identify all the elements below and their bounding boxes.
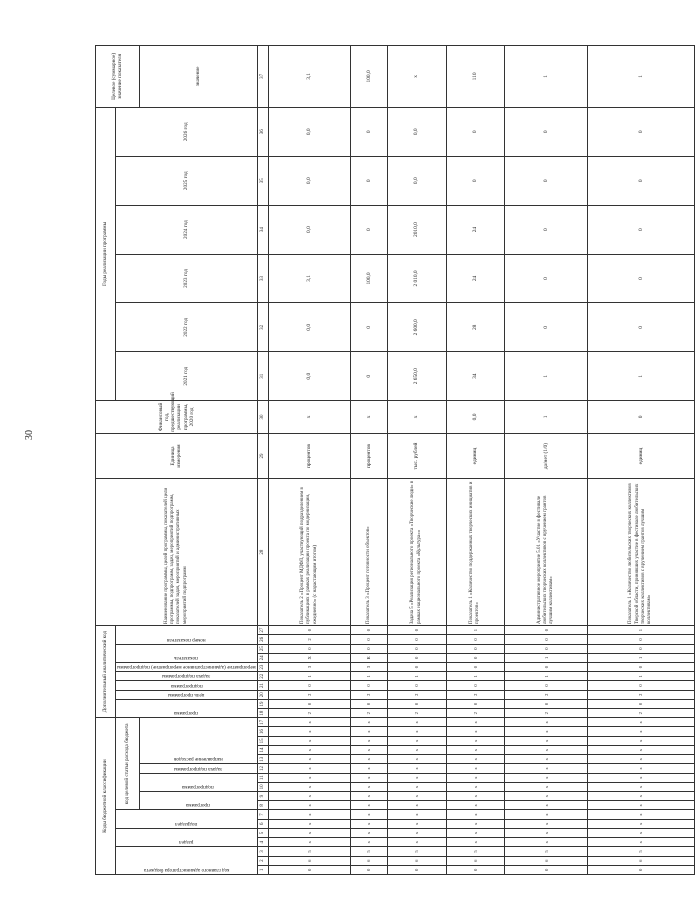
column-number: 37: [257, 46, 268, 108]
row-name: Показатель 2 «Процент МДФЛ, участвующий подразделением в публикациях в рамках реализации проекта по модернизации, ежедневно» (с нарастающим итогом): [268, 479, 351, 626]
code-cell: 2: [588, 709, 695, 718]
row-value: 0: [351, 352, 387, 401]
row-unit: единиц: [446, 433, 505, 479]
row-unit: единиц: [588, 433, 695, 479]
code-cell: 0: [387, 653, 446, 662]
code-cell: х: [268, 718, 351, 727]
row-value: 0,0: [268, 352, 351, 401]
code-cell: 0: [446, 865, 505, 874]
code-cell: 0: [387, 681, 446, 690]
code-cell: 0: [505, 865, 588, 874]
code-cell: 0: [268, 644, 351, 653]
row-value: 0: [505, 107, 588, 156]
column-number: 6: [257, 819, 268, 828]
code-cell: 0: [387, 625, 446, 634]
code-cell: х: [387, 727, 446, 736]
code-cell: х: [505, 782, 588, 791]
header-add-goal: цель программы: [116, 690, 258, 699]
code-cell: х: [268, 810, 351, 819]
table-row: [505, 46, 588, 875]
code-cell: х: [351, 838, 387, 847]
column-number: 22: [257, 672, 268, 681]
code-cell: х: [446, 773, 505, 782]
row-unit: процентов: [351, 433, 387, 479]
row-value: 34: [446, 352, 505, 401]
code-cell: х: [268, 745, 351, 754]
column-number: 5: [257, 828, 268, 837]
code-cell: 0: [351, 865, 387, 874]
code-cell: х: [505, 736, 588, 745]
row-value: 2 010,0: [387, 254, 446, 303]
code-cell: 1: [446, 625, 505, 634]
code-cell: х: [351, 810, 387, 819]
header-add-task: задача подпрограммы: [116, 672, 258, 681]
code-cell: х: [387, 828, 446, 837]
header-2021: 2021 год: [116, 352, 258, 401]
row-value: 0,0: [446, 401, 505, 434]
row-unit: да/нет (1/0): [505, 433, 588, 479]
code-cell: х: [446, 810, 505, 819]
row-name: Показатель 3 «Процент готовности объектов»: [351, 479, 387, 626]
code-cell: х: [268, 736, 351, 745]
code-cell: х: [268, 773, 351, 782]
row-value: 0: [588, 156, 695, 205]
code-cell: 6: [505, 856, 588, 865]
column-number: 4: [257, 838, 268, 847]
code-cell: 1: [588, 653, 695, 662]
header-years: Годы реализации программы: [96, 107, 116, 400]
code-cell: 5: [268, 847, 351, 856]
code-cell: х: [446, 819, 505, 828]
code-cell: 2: [446, 690, 505, 699]
column-number: 8: [257, 801, 268, 810]
column-number: 13: [257, 755, 268, 764]
row-value: 2010,0: [387, 205, 446, 254]
header-admin-code: код главного администратора бюджета: [116, 847, 258, 875]
code-cell: К: [351, 653, 387, 662]
code-cell: 5: [351, 847, 387, 856]
column-number: 11: [257, 773, 268, 782]
code-cell: х: [446, 745, 505, 754]
row-value: 0: [505, 156, 588, 205]
row-value: 0: [351, 156, 387, 205]
row-value: 0,0: [268, 303, 351, 352]
code-cell: х: [351, 745, 387, 754]
code-cell: 2: [351, 690, 387, 699]
header-target-value: значение: [139, 46, 257, 108]
code-cell: х: [387, 764, 446, 773]
code-cell: 1: [588, 625, 695, 634]
code-cell: 0: [446, 699, 505, 708]
column-number: 33: [257, 254, 268, 303]
code-cell: 0: [351, 635, 387, 644]
column-number-row: [257, 46, 268, 875]
code-cell: х: [351, 819, 387, 828]
column-number: 32: [257, 303, 268, 352]
header-target: Целевое (суммарное) значение показателя: [96, 46, 140, 108]
code-cell: 1: [505, 672, 588, 681]
code-cell: х: [505, 819, 588, 828]
header-add-codes: Дополнительный аналитический код: [96, 625, 116, 717]
column-number: 19: [257, 699, 268, 708]
row-value: х: [387, 401, 446, 434]
header-subsection: подраздел: [116, 810, 258, 828]
row-value: 24: [446, 254, 505, 303]
row-value: 0: [588, 107, 695, 156]
code-cell: х: [588, 782, 695, 791]
code-cell: х: [446, 755, 505, 764]
code-cell: х: [446, 838, 505, 847]
header-add-task-prog: подпрограмма: [116, 681, 258, 690]
code-cell: х: [588, 745, 695, 754]
code-cell: х: [351, 736, 387, 745]
code-cell: х: [351, 755, 387, 764]
code-cell: 0: [505, 644, 588, 653]
code-cell: х: [387, 755, 446, 764]
column-number: 26: [257, 635, 268, 644]
code-cell: 0: [588, 681, 695, 690]
code-cell: х: [387, 782, 446, 791]
row-value: 1: [588, 352, 695, 401]
row-value: х: [387, 46, 446, 108]
code-cell: 3: [268, 662, 351, 671]
column-number: 2: [257, 856, 268, 865]
code-cell: х: [351, 828, 387, 837]
code-cell: 0: [387, 865, 446, 874]
table-row: [588, 46, 695, 875]
table-row: [387, 46, 446, 875]
row-value: 110: [446, 46, 505, 108]
code-cell: х: [505, 838, 588, 847]
code-cell: 1: [588, 672, 695, 681]
column-number: 12: [257, 764, 268, 773]
code-cell: х: [268, 819, 351, 828]
code-cell: 1: [268, 672, 351, 681]
code-cell: х: [446, 792, 505, 801]
row-value: х: [351, 401, 387, 434]
code-cell: х: [351, 782, 387, 791]
code-cell: 0: [588, 865, 695, 874]
row-value: 0: [505, 254, 588, 303]
code-cell: х: [268, 838, 351, 847]
column-number: 20: [257, 690, 268, 699]
row-value: 0: [505, 205, 588, 254]
code-cell: 2: [505, 690, 588, 699]
row-value: 100,0: [351, 46, 387, 108]
code-cell: 0: [351, 681, 387, 690]
code-cell: 6: [268, 856, 351, 865]
code-cell: 5: [446, 847, 505, 856]
header-add-program: программа: [116, 699, 258, 717]
header-target-article: код целевой статьи расхода бюджета: [116, 718, 140, 810]
code-cell: х: [387, 718, 446, 727]
code-cell: х: [505, 810, 588, 819]
row-value: 3,1: [268, 254, 351, 303]
code-cell: х: [387, 773, 446, 782]
code-cell: х: [505, 764, 588, 773]
header-add-indicator: показатель: [116, 644, 258, 662]
table-row: [446, 46, 505, 875]
column-number: 24: [257, 653, 268, 662]
column-number: 17: [257, 718, 268, 727]
page-number: 30: [24, 430, 35, 440]
code-cell: 0: [588, 644, 695, 653]
code-cell: х: [387, 838, 446, 847]
header-section: раздел: [116, 828, 258, 846]
code-cell: 5: [588, 847, 695, 856]
code-cell: 1: [387, 672, 446, 681]
row-value: 0: [351, 205, 387, 254]
code-cell: 2: [588, 690, 695, 699]
column-number: 34: [257, 205, 268, 254]
code-cell: 2: [268, 709, 351, 718]
row-value: 2 600,0: [387, 303, 446, 352]
column-number: 35: [257, 156, 268, 205]
column-number: 9: [257, 792, 268, 801]
code-cell: х: [588, 801, 695, 810]
column-number: 21: [257, 681, 268, 690]
row-unit: процентов: [268, 433, 351, 479]
row-value: 24: [446, 205, 505, 254]
row-value: 1: [588, 46, 695, 108]
row-unit: тыс. рублей: [387, 433, 446, 479]
row-value: 0,0: [387, 107, 446, 156]
code-cell: 0: [446, 681, 505, 690]
code-cell: х: [446, 764, 505, 773]
code-cell: х: [268, 792, 351, 801]
code-cell: 0: [268, 681, 351, 690]
column-number: 36: [257, 107, 268, 156]
row-value: 1: [505, 352, 588, 401]
code-cell: х: [588, 838, 695, 847]
column-number: 3: [257, 847, 268, 856]
column-number: 31: [257, 352, 268, 401]
column-number: 15: [257, 736, 268, 745]
row-value: 100,0: [351, 254, 387, 303]
row-value: 1: [505, 401, 588, 434]
code-cell: х: [268, 801, 351, 810]
code-cell: 0: [268, 865, 351, 874]
code-cell: 0: [446, 644, 505, 653]
row-value: 2 650,0: [387, 352, 446, 401]
code-cell: х: [505, 828, 588, 837]
code-cell: 0: [387, 635, 446, 644]
code-cell: 0: [351, 625, 387, 634]
header-unit: Единица измерения: [96, 433, 258, 479]
code-cell: х: [387, 745, 446, 754]
code-cell: 0: [588, 662, 695, 671]
code-cell: х: [588, 819, 695, 828]
code-cell: 0: [387, 699, 446, 708]
code-cell: х: [588, 810, 695, 819]
header-expense-direction: направление расходов: [139, 718, 257, 764]
column-number: 25: [257, 644, 268, 653]
code-cell: 2: [268, 635, 351, 644]
code-cell: х: [268, 764, 351, 773]
column-number: 14: [257, 745, 268, 754]
code-cell: 1: [505, 653, 588, 662]
code-cell: 0: [387, 662, 446, 671]
code-cell: 6: [387, 856, 446, 865]
code-cell: х: [505, 745, 588, 754]
code-cell: х: [351, 773, 387, 782]
row-value: 28: [446, 303, 505, 352]
row-value: 0: [588, 254, 695, 303]
code-cell: х: [505, 755, 588, 764]
row-name: Задача 5 «Реализация регионального проекта «Творческие люди» в рамках национального проекта «Культура»»: [387, 479, 446, 626]
row-value: 0: [588, 205, 695, 254]
code-cell: х: [351, 718, 387, 727]
code-cell: 0: [505, 635, 588, 644]
code-cell: 2: [446, 709, 505, 718]
row-name: Показатель 1 «Количество поддержанных творческих инициатив и проектов»: [446, 479, 505, 626]
code-cell: 5: [387, 847, 446, 856]
header-subprogram: подпрограмма: [139, 773, 257, 791]
code-cell: х: [446, 727, 505, 736]
code-cell: 6: [351, 856, 387, 865]
row-value: 0: [588, 303, 695, 352]
code-cell: х: [446, 828, 505, 837]
code-cell: х: [588, 764, 695, 773]
code-cell: х: [446, 718, 505, 727]
code-cell: х: [351, 801, 387, 810]
code-cell: х: [351, 727, 387, 736]
code-cell: х: [387, 819, 446, 828]
header-direction: задача подпрограммы: [139, 764, 257, 773]
column-number: 1: [257, 865, 268, 874]
code-cell: 0: [505, 625, 588, 634]
code-cell: х: [387, 792, 446, 801]
code-cell: 0: [505, 662, 588, 671]
code-cell: 3: [351, 662, 387, 671]
column-number: 18: [257, 709, 268, 718]
column-number: 29: [257, 433, 268, 479]
code-cell: х: [505, 773, 588, 782]
code-cell: 0: [505, 681, 588, 690]
budget-table: [95, 45, 695, 875]
code-cell: 0: [446, 653, 505, 662]
code-cell: 2: [268, 690, 351, 699]
code-cell: х: [387, 736, 446, 745]
header-budget-codes: Коды бюджетной классификации: [96, 718, 116, 875]
code-cell: х: [268, 782, 351, 791]
code-cell: х: [505, 727, 588, 736]
column-number: 7: [257, 810, 268, 819]
column-number: 28: [257, 479, 268, 626]
code-cell: х: [446, 801, 505, 810]
code-cell: х: [268, 727, 351, 736]
code-cell: х: [588, 736, 695, 745]
row-value: х: [268, 401, 351, 434]
code-cell: х: [588, 828, 695, 837]
code-cell: 2: [351, 709, 387, 718]
code-cell: 6: [588, 856, 695, 865]
row-value: 1: [505, 46, 588, 108]
header-2023: 2023 год: [116, 254, 258, 303]
header-add-number: номер показателя: [116, 625, 258, 644]
row-value: 0,0: [268, 156, 351, 205]
row-value: 0: [446, 156, 505, 205]
code-cell: 0: [505, 699, 588, 708]
row-value: 0,0: [387, 156, 446, 205]
header-program: программа: [139, 792, 257, 810]
code-cell: х: [351, 764, 387, 773]
code-cell: 1: [351, 672, 387, 681]
code-cell: х: [387, 810, 446, 819]
table-body: [268, 46, 694, 875]
row-name: Административное мероприятие 5.01 «Участие в фестивале любительских творческих коллективов с вручением грантов лучшим коллективам»: [505, 479, 588, 626]
table-row: [351, 46, 387, 875]
code-cell: 0: [588, 635, 695, 644]
row-value: 0: [588, 401, 695, 434]
code-cell: х: [588, 727, 695, 736]
code-cell: 0: [268, 699, 351, 708]
row-value: 0,0: [268, 107, 351, 156]
code-cell: 2: [505, 709, 588, 718]
code-cell: 0: [351, 644, 387, 653]
header-add-measure: мероприятие (административное мероприятие) подпрограммы: [117, 664, 256, 671]
code-cell: х: [505, 792, 588, 801]
row-value: 0: [446, 107, 505, 156]
column-number: 10: [257, 782, 268, 791]
code-cell: Х: [268, 653, 351, 662]
code-cell: х: [351, 792, 387, 801]
code-cell: х: [588, 718, 695, 727]
code-cell: 0: [588, 699, 695, 708]
row-name: Показатель 1 «Количество любительских творческих коллективов Тверской области, принявших участие в фестивале любительских творческих коллективов с вручением грантов лучшим коллективам»: [588, 479, 695, 626]
header-2022: 2022 год: [116, 303, 258, 352]
code-cell: 0: [446, 662, 505, 671]
row-value: 0: [351, 107, 387, 156]
code-cell: 0: [387, 644, 446, 653]
table-row: [268, 46, 351, 875]
header-name: Наименование программы, целей программы, показателей цели программы, подпрограмм, задач, мероприятий подпрограмм, показателей задач, мероприятий и административных мероприятий подпрограмм: [96, 479, 258, 626]
row-value: 3,1: [268, 46, 351, 108]
code-cell: х: [268, 828, 351, 837]
header-2024: 2024 год: [116, 205, 258, 254]
code-cell: 0: [446, 635, 505, 644]
row-value: 0: [505, 303, 588, 352]
column-number: 30: [257, 401, 268, 434]
code-cell: х: [446, 782, 505, 791]
code-cell: х: [446, 736, 505, 745]
code-cell: 5: [505, 847, 588, 856]
document-sheet: [95, 45, 653, 875]
code-cell: 2: [387, 690, 446, 699]
code-cell: х: [387, 801, 446, 810]
column-number: 23: [257, 662, 268, 671]
column-number: 27: [257, 625, 268, 634]
column-number: 16: [257, 727, 268, 736]
row-value: 0: [351, 303, 387, 352]
code-cell: х: [505, 718, 588, 727]
code-cell: х: [588, 773, 695, 782]
code-cell: 2: [387, 709, 446, 718]
header-fin-year: Финансовый год, предшествующий реализации программы, 2020 год: [96, 401, 258, 434]
code-cell: х: [268, 755, 351, 764]
code-cell: 6: [446, 856, 505, 865]
header-2026: 2026 год: [116, 107, 258, 156]
code-cell: х: [588, 755, 695, 764]
code-cell: х: [505, 801, 588, 810]
code-cell: 0: [268, 625, 351, 634]
code-cell: 1: [446, 672, 505, 681]
header-2025: 2025 год: [116, 156, 258, 205]
row-value: 0,0: [268, 205, 351, 254]
code-cell: х: [588, 792, 695, 801]
code-cell: 0: [351, 699, 387, 708]
